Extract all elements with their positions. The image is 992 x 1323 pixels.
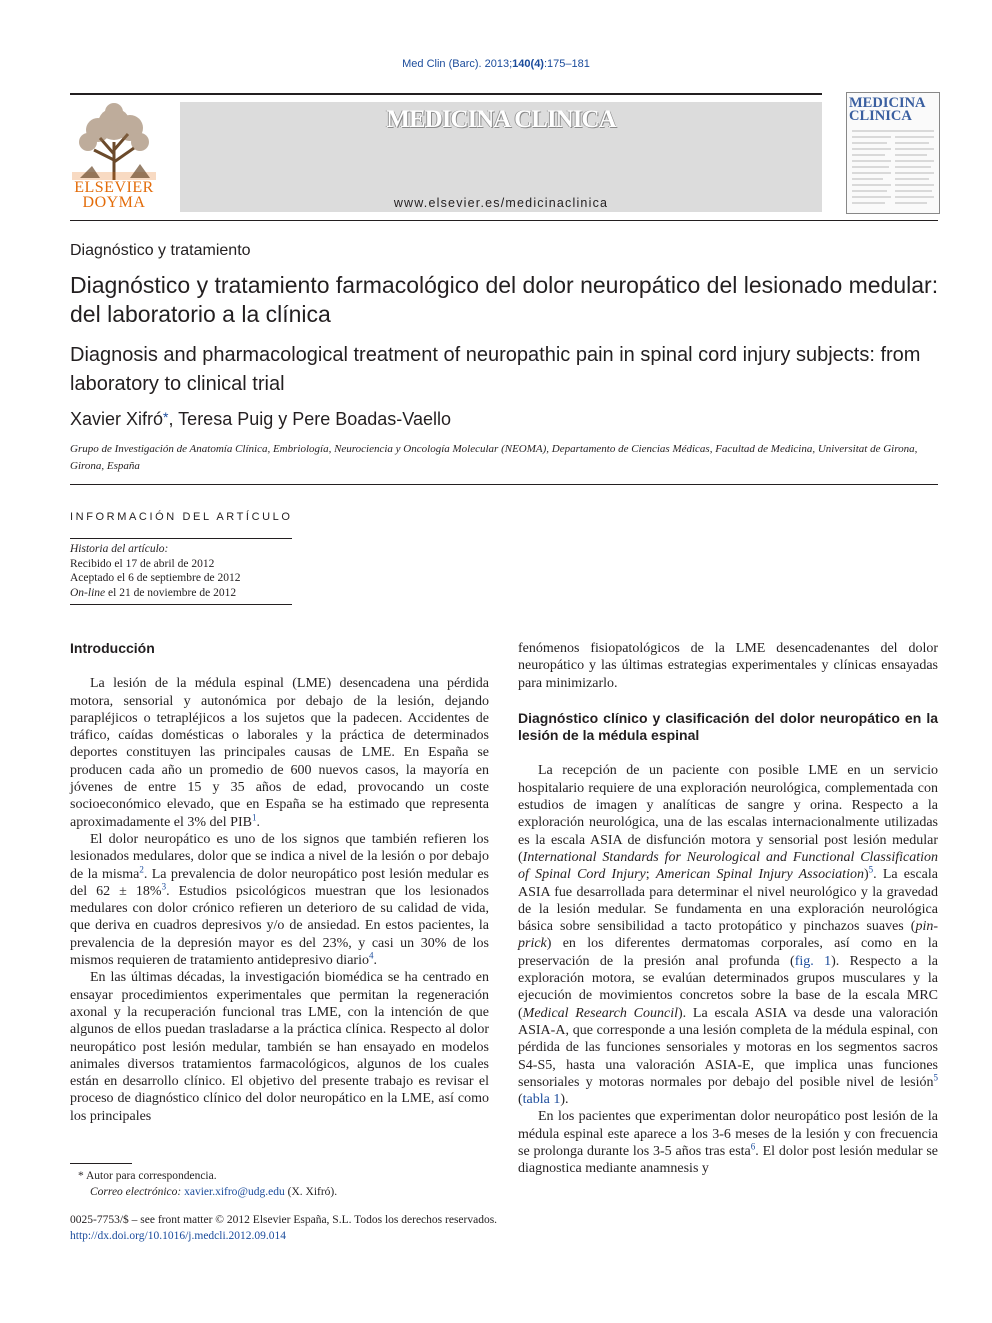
paragraph: La recepción de un paciente con posible LME en un servicio hospitalario requiere de una exploración neurológica, complementada con estudios de imagen y analíticas de sangre y orina. Respecto a la exploración neurológica, una de las escalas internacionalmente utilizadas es la escala ASIA de disfunción motora y sensorial post lesión medular (International Standards for Neurological and Functional Classification of Spinal Cord Injury; American Spinal Injury Association)$^5$. La escala ASIA fue desarrollada para determinar el nivel neurológico y la gravedad de la lesión medular. Se fundamenta en una exploración neurológica básica sobre sensibilidad a tacto protopático y pinchazos suaves (pin-prick) en los diferentes dermatomas corporales, así como en la preservación de la presión anal profunda (fig. 1). Respecto a la exploración motora, se evalúan determinados grupos musculares y la ejecución de movimientos concretos sobre la base de la escala MRC (Medical Research Council). La escala ASIA va desde una valoración ASIA-A, que corresponde a una lesión completa de la médula espinal, con pérdida de las funciones sensoriales y motoras en los segmentos sacros S4-S5, hasta una valoración ASIA-E, que implica unas funciones sensoriales y motoras normales por debajo del posible nivel de lesión$^5$ (tabla 1). bbox=[518, 763, 939, 1108]
reference-link[interactable]: 6 bbox=[750, 1141, 756, 1152]
corresponding-author-marker[interactable]: * bbox=[163, 409, 169, 425]
reference-link[interactable]: 5 bbox=[868, 864, 874, 875]
paragraph: El dolor neuropático es uno de los signos que también refieren los lesionados medulares, dolor que se indica a nivel de la lesión o por debajo de la misma$^2$. La prevalencia de dolor neuropático post lesión medular es del 62 ± 18%$^3$. Estudios psicológicos muestran que los lesionados medulares con dolor crónico refieren un deterioro de su calidad de vida, que deriva en cuadros depresivos y/o de ansiedad. En estos pacientes, la prevalencia de la depresión mayor es del 23%, y casi un 30% de los mismos requieren de tratamiento antidepresivo diario$^4$. bbox=[70, 831, 490, 969]
footnote-rule bbox=[70, 1163, 132, 1164]
body-column-left bbox=[70, 640, 489, 1125]
copyright-notice: 0025-7753/$ – see front matter © 2012 Elsevier España, S.L. Todos los derechos reservados. bbox=[70, 1214, 498, 1226]
cover-title: MEDICINA CLINICA bbox=[849, 95, 926, 124]
author-name: Xavier Xifró bbox=[70, 409, 164, 429]
header-divider bbox=[70, 484, 938, 485]
article-section-label: Diagnóstico y tratamiento bbox=[70, 242, 251, 259]
paragraph-continued: fenómenos fisiopatológicos de la LME desencadenantes del dolor neuropático y las últimas estrategias experimentales y clínicas ensayadas para minimizarlo. bbox=[518, 641, 938, 691]
paragraph: La lesión de la médula espinal (LME) desencadena una pérdida motora, sensorial y autonómica por debajo de la lesión, dejando parapléjicos o tetrapléjicos a los sujetos que la padecen. Accidentes de tráfico, caídas domésticas o laborales y la práctica de determinados deportes constituyen las principales causas de LME. En España se producen cada año un promedio de 600 nuevos casos, la mayoría en jóvenes de entre 15 y 35 años de edad, provocando un coste socioeconómico elevado, que en España se ha estimado que representa aproximadamente el 3% del PIB$^1$. bbox=[70, 676, 489, 830]
article-history: Historia del artículo: Recibido el 17 de abril de 2012 Aceptado el 6 de septiembre de 2012 On-line el 21 de noviembre de 2012 bbox=[70, 543, 241, 599]
journal-citation[interactable]: Med Clin (Barc). 2013;140(4):175–181 bbox=[402, 58, 590, 70]
banner-bottom-rule bbox=[70, 220, 938, 221]
section-heading-introduction: Introducción bbox=[70, 640, 155, 656]
article-title-english: Diagnosis and pharmacological treatment of neuropathic pain in spinal cord injury subjects: from laboratory to clinical trial bbox=[70, 344, 921, 395]
corresponding-author-footnote: * Autor para correspondencia. Correo electrónico: xavier.xifro@udg.edu (X. Xifró). bbox=[78, 1170, 338, 1198]
reference-link[interactable]: 5 bbox=[933, 1072, 938, 1083]
section-heading-clinical-diagnosis: Diagnóstico clínico y clasificación del dolor neuropático en la lesión de la médula espinal bbox=[518, 709, 938, 744]
article-info-rule-bottom bbox=[70, 604, 292, 605]
email-link[interactable]: xavier.xifro@udg.edu bbox=[184, 1186, 285, 1198]
article-info-rule-top bbox=[70, 538, 292, 539]
author-list bbox=[70, 409, 451, 430]
reference-link[interactable]: 1 bbox=[251, 812, 257, 823]
journal-title: MEDICINA CLINICA bbox=[386, 106, 616, 133]
footer bbox=[70, 1212, 938, 1244]
footnote-marker: * bbox=[78, 1170, 84, 1182]
paragraph: En los pacientes que experimentan dolor neuropático post lesión de la médula espinal este aparece a los 3-6 meses de la lesión y con frecuencia se prolonga durante los 3-5 años tras esta$^6$. El dolor post lesión medular se diagnostica mediante anamnesis y bbox=[518, 1109, 938, 1177]
publisher-name: ELSEVIER DOYMA bbox=[74, 179, 154, 211]
other-authors: , Teresa Puig y Pere Boadas-Vaello bbox=[168, 409, 451, 429]
article-info-heading: INFORMACIÓN DEL ARTÍCULO bbox=[70, 511, 293, 523]
table-link[interactable]: tabla 1 bbox=[522, 1092, 561, 1108]
body-column-right bbox=[518, 640, 938, 1178]
paragraph: En las últimas décadas, la investigación biomédica se ha centrado en ensayar procedimientos experimentales que permitan la regeneración axonal y la recuperación funcional tras LME, con la intención de que algunos de ellos puedan trasladarse a la práctica clínica. Respecto al dolor neuropático post lesión medular, también se han ensayado en modelos animales diversos tratamientos farmacológicos, algunos de los cuales están en desarrollo clínico. El objetivo del presente trabajo es revisar el proceso de diagnóstico clínico del dolor neuropático en la LME, así como los principales bbox=[70, 970, 489, 1124]
reference-link[interactable]: 4 bbox=[368, 950, 374, 961]
figure-link[interactable]: fig. 1 bbox=[794, 953, 832, 969]
author-affiliation: Grupo de Investigación de Anatomía Clínica, Embriología, Neurociencia y Oncología Molecular (NEOMA), Departamento de Ciencias Médicas, Facultad de Medicina, Universitat de Girona, Girona, España bbox=[70, 443, 918, 472]
banner-top-rule bbox=[70, 93, 822, 95]
doi-link[interactable]: http://dx.doi.org/10.1016/j.medcli.2012.09.014 bbox=[70, 1230, 287, 1242]
journal-url[interactable]: www.elsevier.es/medicinaclinica bbox=[393, 196, 609, 210]
article-title-spanish: Diagnóstico y tratamiento farmacológico del dolor neuropático del lesionado medular: del laboratorio a la clínica bbox=[70, 272, 939, 327]
reference-link[interactable]: 2 bbox=[139, 863, 144, 874]
reference-link[interactable]: 3 bbox=[161, 881, 167, 892]
